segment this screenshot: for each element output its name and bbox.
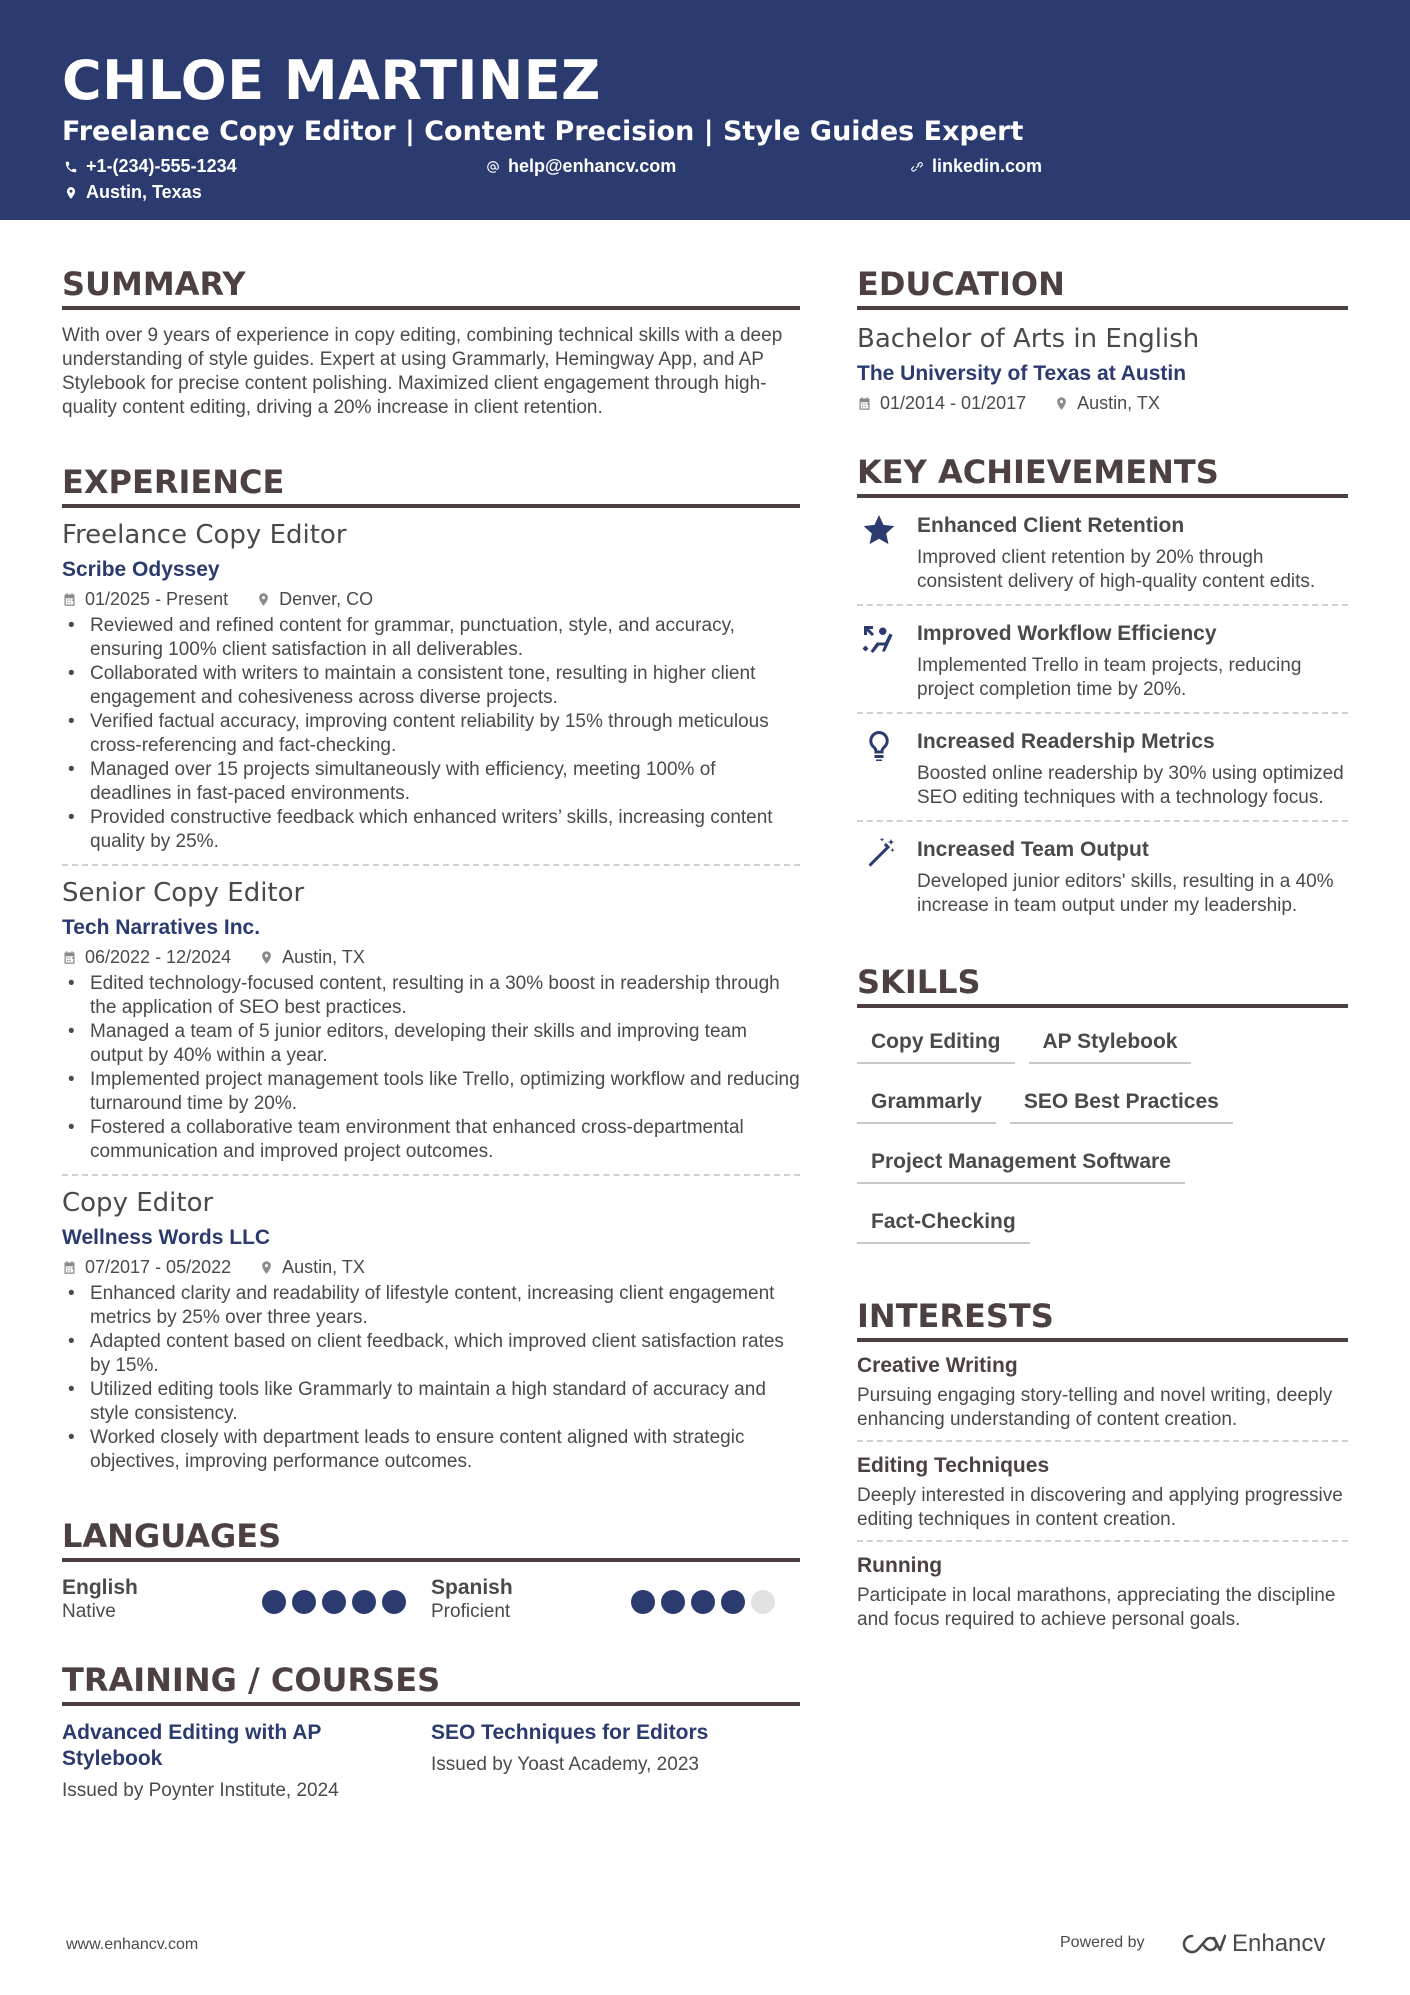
right-column [857, 262, 1348, 1632]
divider [62, 1174, 800, 1176]
experience-item [62, 1186, 800, 1474]
training-name: SEO Techniques for Editors [431, 1721, 709, 1744]
skills-list [857, 1016, 1348, 1256]
job-bullet: • Worked closely with department leads to ensure content aligned with strategic objectives, improving performance outcomes. [62, 1426, 800, 1474]
achievement-item [857, 498, 1348, 602]
skill-tag: Project Management Software [857, 1136, 1185, 1184]
location-text: Austin, Texas [86, 182, 202, 202]
contact-info [62, 156, 1348, 208]
rating-dot [751, 1590, 775, 1614]
resume-header [0, 0, 1410, 220]
footer-brand[interactable] [1180, 1930, 1325, 1958]
language-rating [631, 1590, 775, 1614]
job-dates: 01/2025 - Present [85, 589, 229, 609]
interest-title: Running [857, 1554, 943, 1577]
interest-title: Editing Techniques [857, 1454, 1050, 1477]
achievement-item [857, 714, 1348, 818]
job-company: Tech Narratives Inc. [62, 916, 261, 939]
rating-dot [292, 1590, 316, 1614]
achievement-item [857, 822, 1348, 926]
experience-item [62, 876, 800, 1176]
linkedin-link[interactable]: linkedin.com [932, 156, 1043, 176]
candidate-headline: Freelance Copy Editor | Content Precision | Style Guides Expert [62, 116, 1024, 147]
language-level: Native [62, 1601, 116, 1622]
divider [62, 864, 800, 866]
job-bullets [62, 1282, 800, 1474]
job-location: Austin, TX [282, 947, 365, 967]
job-bullet: • Provided constructive feedback which enhanced writers’ skills, increasing content quality by 25%. [62, 806, 800, 854]
phone-text: +1-(234)-555-1234 [86, 156, 237, 176]
interest-desc: Pursuing engaging story-telling and novel writing, deeply enhancing understanding of content creation. [857, 1385, 1333, 1430]
enhancv-logo-icon [1180, 1932, 1226, 1956]
interest-title: Creative Writing [857, 1354, 1018, 1377]
experience-item [62, 518, 800, 866]
job-bullet: • Implemented project management tools like Trello, optimizing workflow and reducing turnaround time by 20%. [62, 1068, 800, 1116]
phone-icon [64, 160, 78, 174]
rating-dot [352, 1590, 376, 1614]
education-dates: 01/2014 - 01/2017 [880, 393, 1027, 413]
achievement-desc: Developed junior editors' skills, resulting in a 40% increase in team output under my leadership. [917, 871, 1334, 916]
location-pin-icon [1054, 396, 1069, 411]
education-degree: Bachelor of Arts in English [857, 324, 1200, 354]
training-list [62, 1720, 800, 1804]
languages-title: LANGUAGES [62, 1514, 800, 1562]
candidate-name: CHLOE MARTINEZ [62, 49, 601, 112]
training-name: Advanced Editing with AP Stylebook [62, 1721, 322, 1770]
rating-dot [382, 1590, 406, 1614]
job-bullet: • Edited technology-focused content, resulting in a 30% boost in readership through the application of SEO best practices. [62, 972, 800, 1020]
job-bullet: • Verified factual accuracy, improving content reliability by 15% through meticulous cross-referencing and fact-checking. [62, 710, 800, 758]
achievement-item [857, 606, 1348, 710]
link-icon [910, 160, 924, 174]
job-bullet: • Collaborated with writers to maintain a consistent tone, resulting in higher client engagement and cohesiveness across diverse projects. [62, 662, 800, 710]
job-bullet: • Managed over 15 projects simultaneously with efficiency, meeting 100% of deadlines in fast-paced environments. [62, 758, 800, 806]
skill-tag: Fact-Checking [857, 1196, 1030, 1244]
calendar-icon [62, 1260, 77, 1275]
training-item [62, 1720, 431, 1804]
rating-dot [631, 1590, 655, 1614]
star-icon [861, 512, 897, 548]
interest-item [857, 1542, 1348, 1632]
training-issuer: Issued by Poynter Institute, 2024 [62, 1780, 339, 1801]
achievement-desc: Boosted online readership by 30% using optimized SEO editing techniques with a technology focus. [917, 763, 1344, 808]
job-location: Denver, CO [279, 589, 374, 609]
achievements-title: KEY ACHIEVEMENTS [857, 450, 1348, 498]
rating-dot [661, 1590, 685, 1614]
contact-linkedin[interactable] [910, 156, 1042, 177]
education-meta [857, 390, 1348, 416]
language-rating [262, 1590, 406, 1614]
rating-dot [262, 1590, 286, 1614]
achievement-title: Improved Workflow Efficiency [917, 622, 1217, 645]
achievement-title: Increased Team Output [917, 838, 1149, 861]
languages-list [62, 1576, 800, 1624]
magic-wand-icon [861, 836, 897, 872]
contact-email[interactable] [486, 156, 676, 177]
rating-dot [721, 1590, 745, 1614]
contact-phone [64, 156, 237, 177]
calendar-icon [857, 396, 872, 411]
summary-text: With over 9 years of experience in copy editing, combining technical skills with a deep understanding of style guides. Expert at using Grammarly, Hemingway App, and AP Stylebook for precise content polishing. Maximized client engagement through high-quality content editing, driving a 20% increase in client retention. [62, 325, 783, 418]
email-link[interactable]: help@enhancv.com [508, 156, 677, 176]
job-bullet: • Reviewed and refined content for grammar, punctuation, style, and accuracy, ensuring 100% client satisfaction in all deliverables. [62, 614, 800, 662]
footer-website[interactable]: www.enhancv.com [66, 1936, 199, 1953]
training-issuer: Issued by Yoast Academy, 2023 [431, 1754, 699, 1775]
summary-title: SUMMARY [62, 262, 800, 310]
footer-brand-name: Enhancv [1232, 1930, 1326, 1957]
education-title: EDUCATION [857, 262, 1348, 310]
job-bullet: • Fostered a collaborative team environment that enhanced cross-departmental communication and improved project outcomes. [62, 1116, 800, 1164]
skills-title: SKILLS [857, 960, 1348, 1008]
job-bullet: • Utilized editing tools like Grammarly to maintain a high standard of accuracy and style consistency. [62, 1378, 800, 1426]
job-role: Copy Editor [62, 1188, 214, 1218]
location-pin-icon [64, 186, 78, 200]
education-location: Austin, TX [1077, 393, 1160, 413]
job-role: Freelance Copy Editor [62, 520, 347, 550]
job-meta [62, 586, 800, 612]
interest-desc: Deeply interested in discovering and applying progressive editing techniques in content creation. [857, 1485, 1343, 1530]
footer-powered-by: Powered by [1060, 1934, 1145, 1951]
job-meta [62, 944, 800, 970]
interest-item [857, 1442, 1348, 1532]
job-location: Austin, TX [282, 1257, 365, 1277]
at-icon [486, 160, 500, 174]
job-bullet: • Managed a team of 5 junior editors, developing their skills and improving team output by 40% within a year. [62, 1020, 800, 1068]
job-bullets [62, 972, 800, 1164]
education-school: The University of Texas at Austin [857, 362, 1187, 385]
achievement-title: Increased Readership Metrics [917, 730, 1215, 753]
job-role: Senior Copy Editor [62, 878, 305, 908]
page-footer [66, 1930, 1340, 1960]
interests-title: INTERESTS [857, 1294, 1348, 1342]
rating-dot [322, 1590, 346, 1614]
lightbulb-icon [861, 728, 897, 764]
job-bullets [62, 614, 800, 854]
experience-title: EXPERIENCE [62, 460, 800, 508]
workflow-icon [861, 620, 897, 656]
language-item [431, 1576, 800, 1624]
location-pin-icon [259, 950, 274, 965]
interest-desc: Participate in local marathons, appreciating the discipline and focus required to achieve personal goals. [857, 1585, 1336, 1630]
training-title: TRAINING / COURSES [62, 1658, 800, 1706]
skill-tag: Copy Editing [857, 1016, 1015, 1064]
achievement-title: Enhanced Client Retention [917, 514, 1185, 537]
job-bullet: • Adapted content based on client feedback, which improved client satisfaction rates by 15%. [62, 1330, 800, 1378]
language-level: Proficient [431, 1601, 511, 1622]
calendar-icon [62, 950, 77, 965]
interest-item [857, 1342, 1348, 1432]
location-pin-icon [256, 592, 271, 607]
job-company: Scribe Odyssey [62, 558, 220, 581]
location-pin-icon [259, 1260, 274, 1275]
contact-location [64, 182, 202, 203]
calendar-icon [62, 592, 77, 607]
job-meta [62, 1254, 800, 1280]
job-dates: 06/2022 - 12/2024 [85, 947, 232, 967]
training-item [431, 1720, 800, 1804]
language-name: English [62, 1576, 138, 1599]
achievement-desc: Implemented Trello in team projects, reducing project completion time by 20%. [917, 655, 1302, 700]
skill-tag: AP Stylebook [1029, 1016, 1192, 1064]
rating-dot [691, 1590, 715, 1614]
left-column [62, 262, 800, 1804]
job-company: Wellness Words LLC [62, 1226, 271, 1249]
skill-tag: Grammarly [857, 1076, 996, 1124]
job-bullet: • Enhanced clarity and readability of lifestyle content, increasing client engagement metrics by 25% over three years. [62, 1282, 800, 1330]
language-item [62, 1576, 431, 1624]
achievement-desc: Improved client retention by 20% through consistent delivery of high-quality content edits. [917, 547, 1316, 592]
skill-tag: SEO Best Practices [1010, 1076, 1233, 1124]
language-name: Spanish [431, 1576, 513, 1599]
job-dates: 07/2017 - 05/2022 [85, 1257, 232, 1277]
